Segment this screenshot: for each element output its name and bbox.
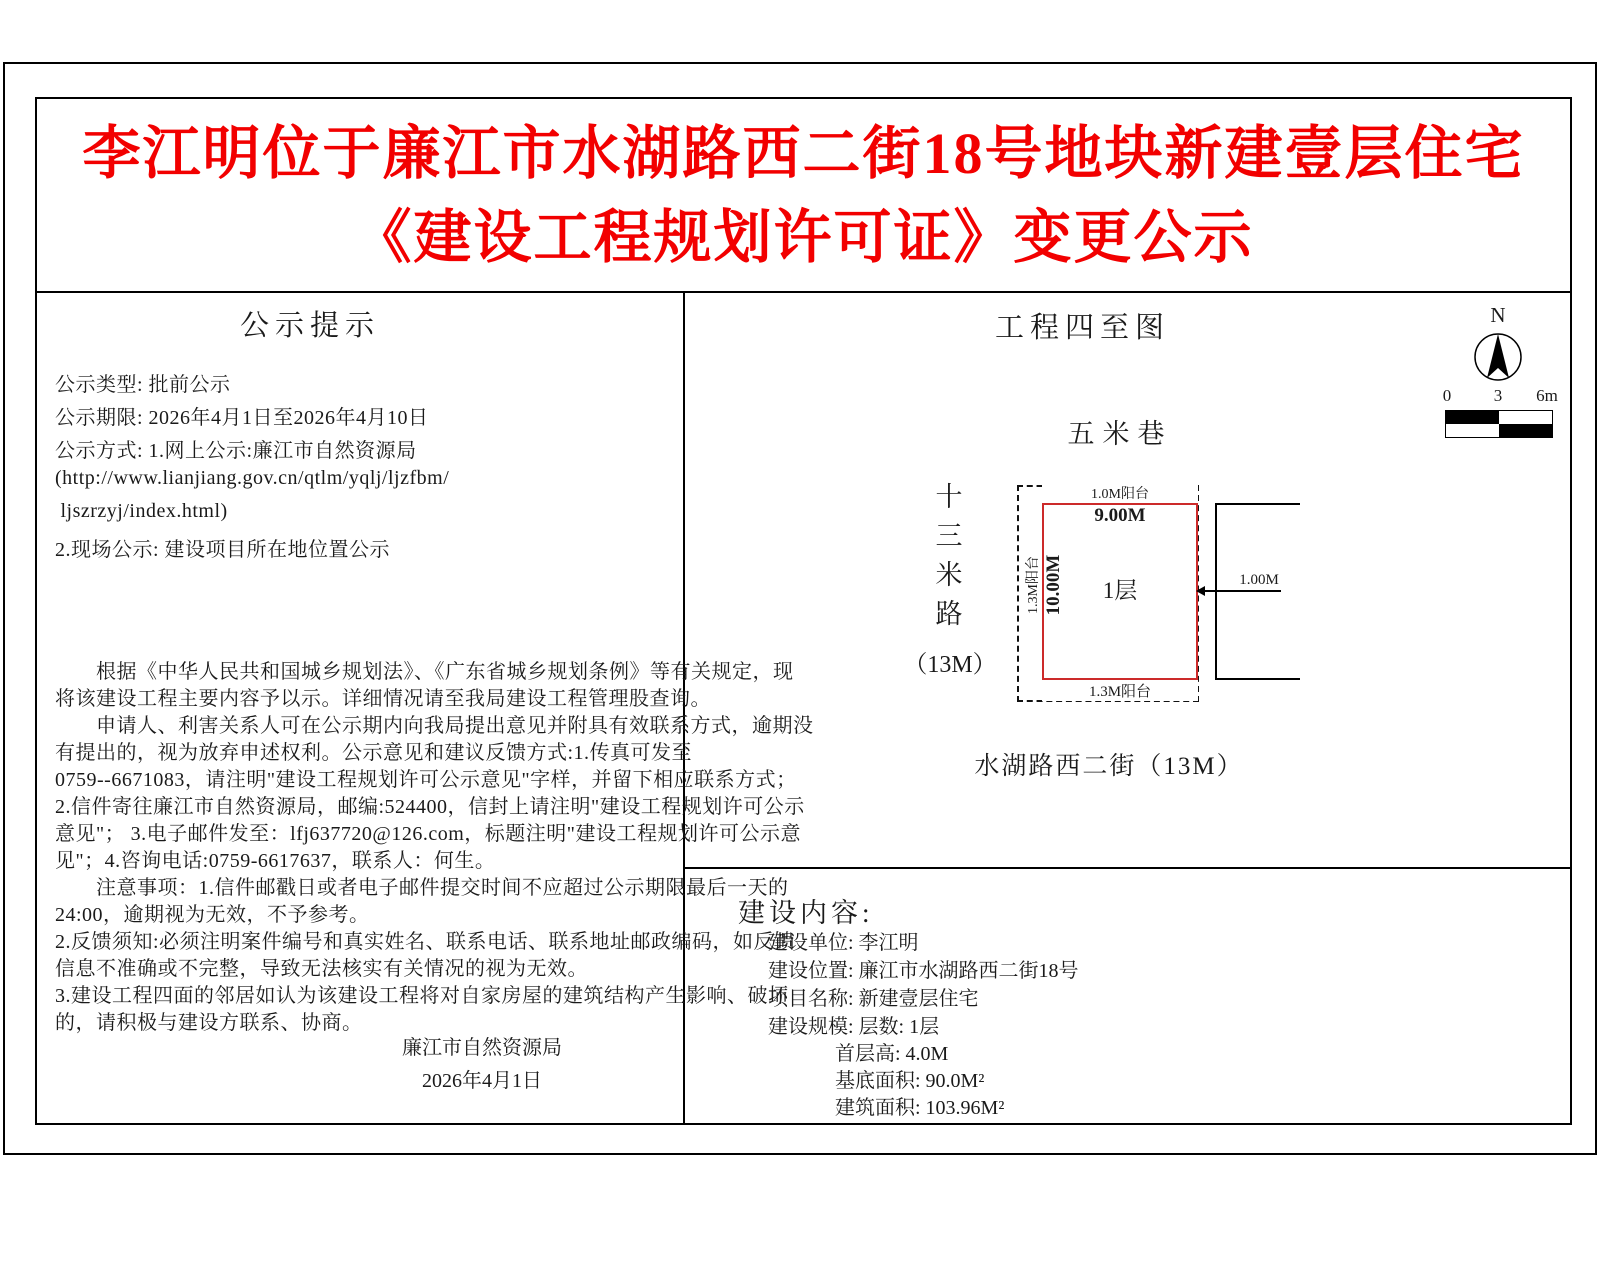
road-west-label: 十三米路 — [935, 482, 963, 629]
paragraph-line: 意见"； 3.电子邮件发至：lfj637720@126.com，标题注明"建设工程规划许可公示意 — [55, 823, 801, 845]
content-item-project: 项目名称: 新建壹层住宅 — [768, 988, 979, 1010]
paragraph-line: 0759--6671083，请注明"建设工程规划许可公示意见"字样，并留下相应联系方式； — [55, 769, 797, 791]
notice-onsite-line: 2.现场公示: 建设项目所在地位置公示 — [55, 539, 391, 561]
left-panel-heading: 公示提示 — [240, 310, 381, 342]
content-panel-heading: 建设内容: — [738, 898, 874, 928]
notice-title-line1: 李江明位于廉江市水湖路西二街18号地块新建壹层住宅 — [82, 121, 1525, 186]
balcony-bottom-label: 1.3M阳台 — [1042, 680, 1198, 701]
notice-url-line2: ljszrzyj/index.html) — [55, 500, 228, 522]
paragraph-line: 2.反馈须知:必须注明案件编号和真实姓名、联系电话、联系地址邮政编码，如反馈 — [55, 931, 795, 953]
scale-tick-3: 3 — [1493, 386, 1503, 405]
scale-bar-cell — [1446, 411, 1499, 424]
signature-org: 廉江市自然资源局 — [402, 1037, 562, 1059]
gap-distance-label: 1.00M — [1239, 572, 1279, 588]
lane-north-label: 五米巷 — [1067, 419, 1173, 449]
paragraph-line: 3.建设工程四面的邻居如认为该建设工程将对自家房屋的建筑结构产生影响、破坏 — [55, 985, 789, 1007]
paragraph-line: 注意事项：1.信件邮戳日或者电子邮件提交时间不应超过公示期限最后一天的 — [55, 877, 789, 899]
title-separator-line — [35, 291, 1572, 293]
content-item-floor-height: 首层高: 4.0M — [835, 1043, 949, 1065]
scale-bar-cell — [1499, 424, 1552, 437]
paragraph-line: 2.信件寄往廉江市自然资源局，邮编:524400，信封上请注明"建设工程规划许可公示 — [55, 796, 805, 818]
balcony-left-label: 1.3M阳台 — [1022, 550, 1038, 620]
balcony-top-label: 1.0M阳台 — [1042, 483, 1198, 503]
content-item-unit: 建设单位: 李江明 — [768, 932, 919, 954]
paragraph-line: 申请人、利害关系人可在公示期内向我局提出意见并附具有效联系方式，逾期没 — [55, 715, 814, 737]
building-width-label: 9.00M — [1094, 505, 1146, 526]
paragraph-line: 根据《中华人民共和国城乡规划法》、《广东省城乡规划条例》等有关规定，现 — [55, 661, 794, 683]
scale-bar — [1445, 410, 1553, 438]
gap-dimension-line — [1199, 590, 1281, 592]
paragraph-line: 的，请积极与建设方联系、协商。 — [55, 1012, 363, 1034]
building-depth-label: 10.00M — [1043, 554, 1064, 616]
floor-count-label: 1层 — [1102, 578, 1138, 603]
scale-tick-0: 0 — [1442, 386, 1452, 405]
right-horizontal-divider — [683, 867, 1572, 869]
content-item-location: 建设位置: 廉江市水湖路西二街18号 — [768, 960, 1079, 982]
content-item-scale: 建设规模: 层数: 1层 — [768, 1016, 940, 1038]
paragraph-line: 24:00，逾期视为无效，不予参考。 — [55, 904, 370, 926]
paragraph-line: 将该建设工程主要内容予以示。详细情况请至我局建设工程管理股查询。 — [55, 688, 711, 710]
notice-method-line: 公示方式: 1.网上公示:廉江市自然资源局 — [55, 440, 417, 462]
scale-bar-cell — [1499, 411, 1552, 424]
street-south-label: 水湖路西二街（13M） — [974, 753, 1244, 780]
compass-north-arrow-icon — [1470, 329, 1526, 385]
map-panel-heading: 工程四至图 — [995, 312, 1171, 344]
content-item-base-area: 基底面积: 90.0M² — [835, 1070, 985, 1092]
notice-title-line2: 《建设工程规划许可证》变更公示 — [353, 205, 1254, 270]
paragraph-line: 见"；4.咨询电话:0759-6617637，联系人：何生。 — [55, 850, 496, 872]
compass-north-letter: N — [1490, 303, 1506, 327]
signature-date: 2026年4月1日 — [422, 1070, 542, 1092]
notice-period-line: 公示期限: 2026年4月1日至2026年4月10日 — [55, 407, 429, 429]
paragraph-line: 信息不准确或不完整，导致无法核实有关情况的视为无效。 — [55, 958, 588, 980]
notice-url-line1: (http://www.lianjiang.gov.cn/qtlm/yqlj/ljzfbm/ — [55, 467, 450, 489]
gap-arrowhead — [1196, 586, 1205, 596]
paragraph-line: 有提出的，视为放弃申述权利。公示意见和建议反馈方式:1.传真可发至 — [55, 742, 693, 764]
notice-type-line: 公示类型: 批前公示 — [55, 374, 231, 396]
scale-tick-6m: 6m — [1536, 386, 1558, 405]
scale-bar-cell — [1446, 424, 1499, 437]
content-item-floor-area: 建筑面积: 103.96M² — [835, 1097, 1005, 1119]
road-west-width-label: （13M） — [903, 652, 997, 678]
